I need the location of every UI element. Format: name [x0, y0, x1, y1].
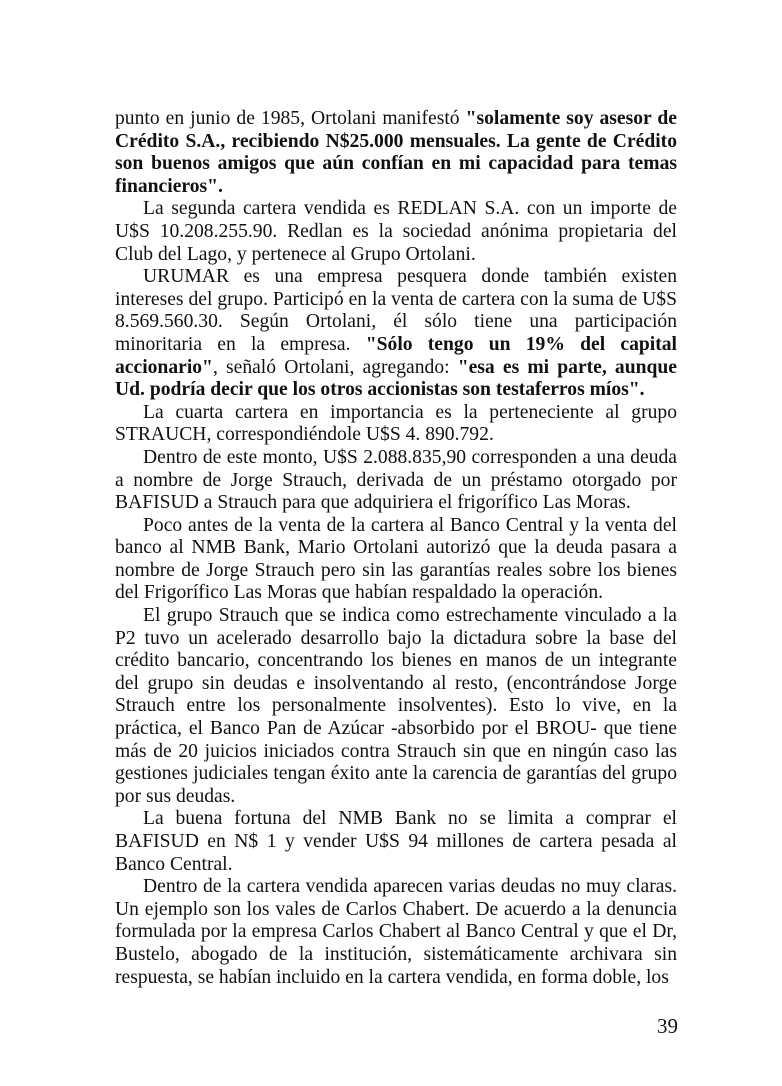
bold-quote: "Sólo tengo un 19% del capital accionario" — [115, 333, 677, 378]
text-run: La cuarta cartera en importancia es la perteneciente al grupo STRAUCH, correspondiéndole U$S 4. 890.792. — [115, 401, 677, 446]
text-run: Poco antes de la venta de la cartera al Banco Central y la venta del banco al NMB Bank, Mario Ortolani autorizó que la deuda pasara a nombre de Jorge Strauch pero sin las garantías reales sobre los bienes del Frigorífico Las Moras que habían respaldado la operación. — [115, 514, 677, 604]
paragraph — [115, 876, 677, 989]
paragraph — [115, 108, 677, 198]
body-text — [115, 108, 677, 989]
paragraph — [115, 402, 677, 447]
text-run: Dentro de este monto, U$S 2.088.835,90 corresponden a una deuda a nombre de Jorge Strauch, derivada de un préstamo otorgado por BAFISUD a Strauch para que adquiriera el frigorífico Las Moras. — [115, 446, 677, 514]
bold-quote: "solamente soy asesor de Crédito S.A., recibiendo N$25.000 mensuales. La gente de Crédito son buenos amigos que aún confían en mi capacidad para temas financieros". — [115, 108, 677, 197]
text-run: , señaló Ortolani, agregando: — [212, 356, 458, 378]
paragraph — [115, 266, 677, 402]
bold-quote: "esa es mi parte, aunque Ud. podría decir que los otros accionistas son testaferros míos". — [115, 356, 677, 401]
text-run: URUMAR es una empresa pesquera donde también existen intereses del grupo. Participó en la venta de cartera con la suma de U$S 8.569.560.30. Según Ortolani, él sólo tiene una participación minoritaria en la empresa. — [115, 266, 677, 355]
text-run: Dentro de la cartera vendida aparecen varias deudas no muy claras. Un ejemplo son los vales de Carlos Chabert. De acuerdo a la denuncia formulada por la empresa Carlos Chabert al Banco Central y que el Dr, Bustelo, abogado de la institución, sistemáticamente archivara sin respuesta, se habían incluido en la cartera vendida, en forma doble, los — [115, 876, 677, 988]
text-run: punto en junio de 1985, Ortolani manifestó — [115, 108, 466, 129]
paragraph — [115, 605, 677, 808]
page-number: 39 — [657, 1014, 678, 1038]
paragraph — [115, 515, 677, 605]
paragraph — [115, 447, 677, 515]
text-run: El grupo Strauch que se indica como estrechamente vinculado a la P2 tuvo un acelerado desarrollo bajo la dictadura sobre la base del crédito bancario, concentrando los bienes en manos de un integrante del grupo sin deudas e insolventando al resto, (encontrándose Jorge Strauch entre los personalmente insolventes). Esto lo vive, en la práctica, el Banco Pan de Azúcar -absorbido por el BROU- que tiene más de 20 juicios iniciados contra Strauch sin que en ningún caso las gestiones judiciales tengan éxito ante la carencia de garantías del grupo por sus deudas. — [115, 605, 677, 807]
paragraph — [115, 198, 677, 266]
paragraph — [115, 808, 677, 876]
text-run: La buena fortuna del NMB Bank no se limita a comprar el BAFISUD en N$ 1 y vender U$S 94 millones de cartera pesada al Banco Central. — [115, 808, 677, 875]
text-run: La segunda cartera vendida es REDLAN S.A. con un importe de U$S 10.208.255.90. Redlan es la sociedad anónima propietaria del Club del Lago, y pertenece al Grupo Ortolani. — [115, 198, 677, 265]
